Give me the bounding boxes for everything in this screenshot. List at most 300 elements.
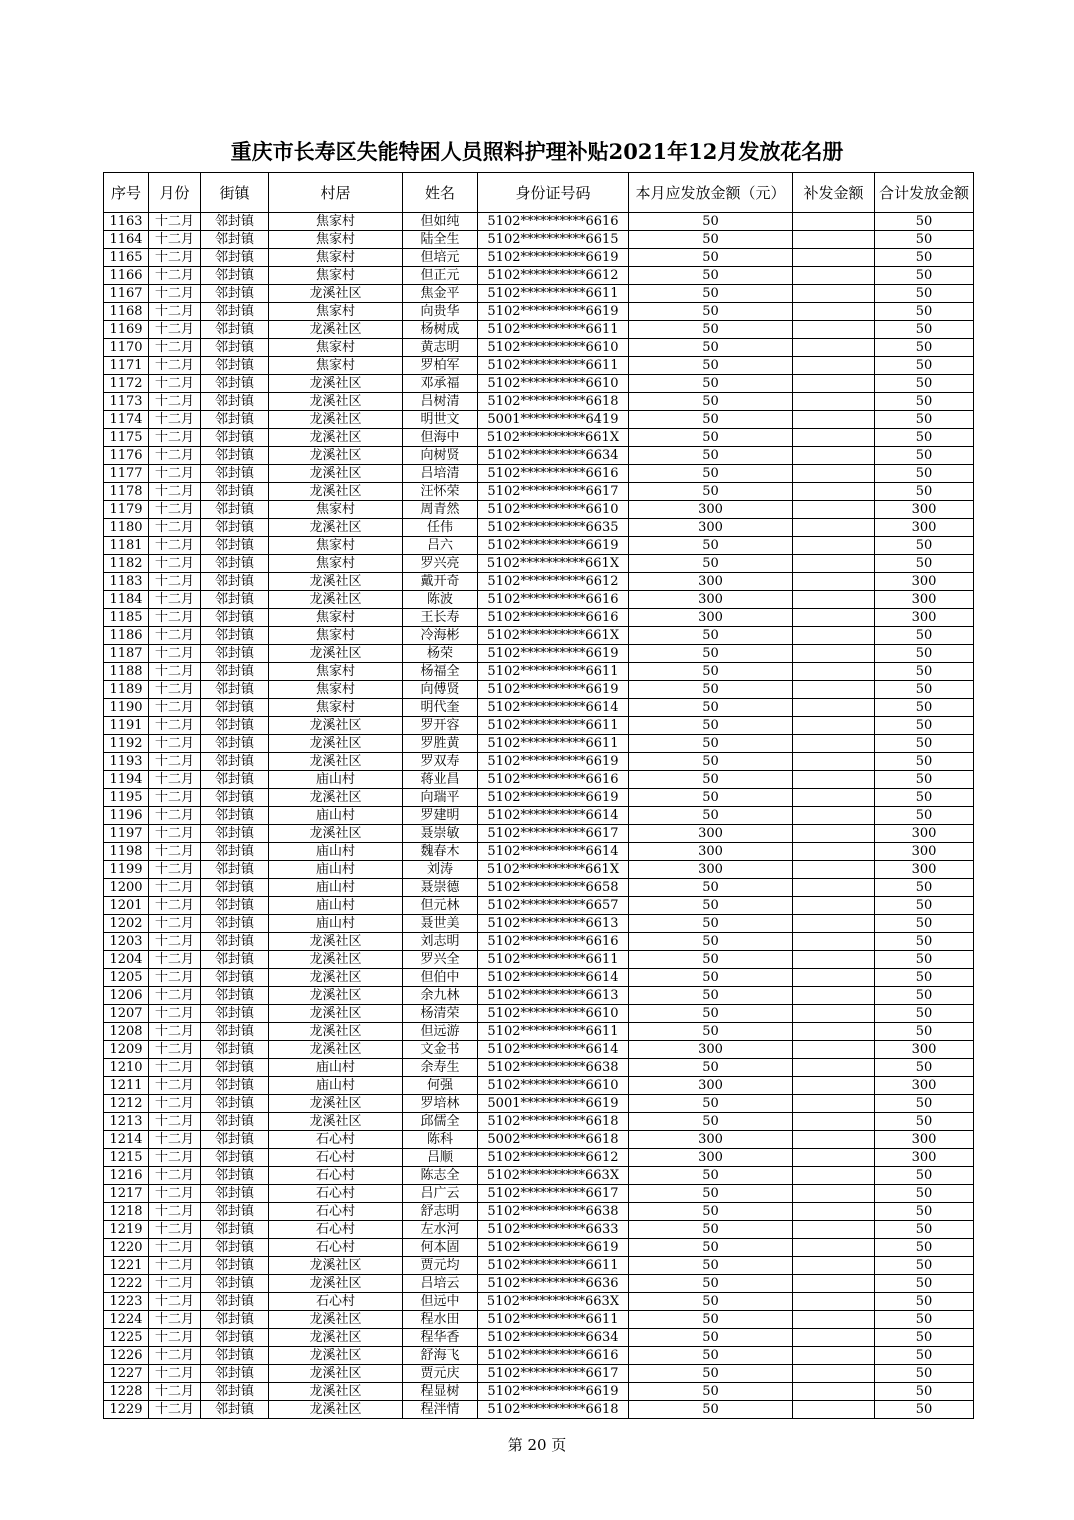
village-cell: 龙溪社区 — [269, 285, 403, 303]
name-cell: 周青然 — [403, 501, 478, 519]
name-cell: 任伟 — [403, 519, 478, 537]
month-cell: 十二月 — [149, 555, 201, 573]
village-cell: 焦家村 — [269, 555, 403, 573]
name-cell: 但伯中 — [403, 969, 478, 987]
monthly-amount-cell: 50 — [629, 1185, 793, 1203]
supplement-amount-cell — [793, 681, 875, 699]
month-cell: 十二月 — [149, 1365, 201, 1383]
table-body — [104, 213, 974, 1419]
town-cell: 邻封镇 — [201, 861, 269, 879]
supplement-amount-cell — [793, 699, 875, 717]
town-cell: 邻封镇 — [201, 357, 269, 375]
town-cell: 邻封镇 — [201, 483, 269, 501]
row-number-cell: 1192 — [104, 735, 149, 753]
monthly-amount-cell: 50 — [629, 1221, 793, 1239]
row-number-cell: 1208 — [104, 1023, 149, 1041]
village-cell: 龙溪社区 — [269, 591, 403, 609]
town-cell: 邻封镇 — [201, 1095, 269, 1113]
id-number-cell: 5102**********6610 — [478, 375, 629, 393]
id-number-cell: 5102**********6617 — [478, 1185, 629, 1203]
monthly-amount-cell: 50 — [629, 735, 793, 753]
village-cell: 龙溪社区 — [269, 1041, 403, 1059]
total-amount-cell: 50 — [875, 1167, 974, 1185]
month-cell: 十二月 — [149, 447, 201, 465]
id-number-cell: 5102**********6633 — [478, 1221, 629, 1239]
month-cell: 十二月 — [149, 1383, 201, 1401]
table-row — [104, 1203, 974, 1221]
village-cell: 龙溪社区 — [269, 969, 403, 987]
town-cell: 邻封镇 — [201, 1275, 269, 1293]
table-row — [104, 1185, 974, 1203]
village-cell: 龙溪社区 — [269, 951, 403, 969]
monthly-amount-cell: 300 — [629, 609, 793, 627]
town-cell: 邻封镇 — [201, 555, 269, 573]
total-amount-cell: 50 — [875, 249, 974, 267]
id-number-cell: 5102**********6616 — [478, 771, 629, 789]
monthly-amount-cell: 50 — [629, 249, 793, 267]
supplement-amount-cell — [793, 537, 875, 555]
id-number-cell: 5102**********6617 — [478, 483, 629, 501]
supplement-amount-cell — [793, 1221, 875, 1239]
month-cell: 十二月 — [149, 807, 201, 825]
table-row — [104, 1239, 974, 1257]
name-cell: 王长寿 — [403, 609, 478, 627]
village-cell: 龙溪社区 — [269, 1347, 403, 1365]
total-amount-cell: 50 — [875, 1005, 974, 1023]
table-row — [104, 861, 974, 879]
id-number-cell: 5102**********6616 — [478, 465, 629, 483]
town-cell: 邻封镇 — [201, 951, 269, 969]
village-cell: 石心村 — [269, 1149, 403, 1167]
name-cell: 杨荣 — [403, 645, 478, 663]
monthly-amount-cell: 50 — [629, 1275, 793, 1293]
town-cell: 邻封镇 — [201, 1329, 269, 1347]
row-number-cell: 1212 — [104, 1095, 149, 1113]
name-cell: 但远游 — [403, 1023, 478, 1041]
row-number-cell: 1214 — [104, 1131, 149, 1149]
month-cell: 十二月 — [149, 339, 201, 357]
name-cell: 何本固 — [403, 1239, 478, 1257]
supplement-amount-cell — [793, 915, 875, 933]
name-cell: 向瑞平 — [403, 789, 478, 807]
town-cell: 邻封镇 — [201, 843, 269, 861]
table-row — [104, 501, 974, 519]
row-number-cell: 1189 — [104, 681, 149, 699]
table-row — [104, 573, 974, 591]
village-cell: 焦家村 — [269, 627, 403, 645]
table-row — [104, 1221, 974, 1239]
monthly-amount-cell: 50 — [629, 789, 793, 807]
village-cell: 焦家村 — [269, 609, 403, 627]
month-cell: 十二月 — [149, 249, 201, 267]
month-cell: 十二月 — [149, 1059, 201, 1077]
village-cell: 龙溪社区 — [269, 1329, 403, 1347]
town-cell: 邻封镇 — [201, 1113, 269, 1131]
town-cell: 邻封镇 — [201, 897, 269, 915]
name-cell: 魏春木 — [403, 843, 478, 861]
town-cell: 邻封镇 — [201, 1401, 269, 1419]
supplement-amount-cell — [793, 771, 875, 789]
monthly-amount-cell: 50 — [629, 1383, 793, 1401]
row-number-cell: 1188 — [104, 663, 149, 681]
row-number-cell: 1185 — [104, 609, 149, 627]
total-amount-cell: 50 — [875, 1239, 974, 1257]
supplement-amount-cell — [793, 807, 875, 825]
name-cell: 聂崇敏 — [403, 825, 478, 843]
month-cell: 十二月 — [149, 1329, 201, 1347]
supplement-amount-cell — [793, 213, 875, 231]
town-cell: 邻封镇 — [201, 537, 269, 555]
town-cell: 邻封镇 — [201, 1059, 269, 1077]
name-cell: 舒志明 — [403, 1203, 478, 1221]
id-number-cell: 5102**********6613 — [478, 915, 629, 933]
monthly-amount-cell: 50 — [629, 1023, 793, 1041]
id-number-cell: 5102**********6611 — [478, 951, 629, 969]
supplement-amount-cell — [793, 447, 875, 465]
id-number-cell: 5102**********6616 — [478, 609, 629, 627]
month-cell: 十二月 — [149, 1293, 201, 1311]
total-amount-cell: 300 — [875, 1149, 974, 1167]
name-cell: 罗兴全 — [403, 951, 478, 969]
row-number-cell: 1211 — [104, 1077, 149, 1095]
supplement-amount-cell — [793, 591, 875, 609]
total-amount-cell: 50 — [875, 951, 974, 969]
monthly-amount-cell: 50 — [629, 681, 793, 699]
village-cell: 龙溪社区 — [269, 753, 403, 771]
table-row — [104, 1383, 974, 1401]
total-amount-cell: 50 — [875, 1311, 974, 1329]
total-amount-cell: 50 — [875, 1221, 974, 1239]
id-number-cell: 5102**********6619 — [478, 537, 629, 555]
name-cell: 吕培清 — [403, 465, 478, 483]
id-number-cell: 5102**********6614 — [478, 807, 629, 825]
id-number-cell: 5102**********6618 — [478, 1113, 629, 1131]
monthly-amount-cell: 50 — [629, 465, 793, 483]
village-cell: 石心村 — [269, 1131, 403, 1149]
monthly-amount-cell: 50 — [629, 321, 793, 339]
table-row — [104, 807, 974, 825]
village-cell: 龙溪社区 — [269, 1095, 403, 1113]
monthly-amount-cell: 50 — [629, 267, 793, 285]
supplement-amount-cell — [793, 1077, 875, 1095]
supplement-amount-cell — [793, 375, 875, 393]
table-row — [104, 321, 974, 339]
town-cell: 邻封镇 — [201, 1023, 269, 1041]
village-cell: 龙溪社区 — [269, 483, 403, 501]
total-amount-cell: 300 — [875, 1077, 974, 1095]
village-cell: 龙溪社区 — [269, 393, 403, 411]
month-cell: 十二月 — [149, 501, 201, 519]
table-row — [104, 357, 974, 375]
table-row — [104, 1167, 974, 1185]
table-row — [104, 1113, 974, 1131]
monthly-amount-cell: 50 — [629, 483, 793, 501]
town-cell: 邻封镇 — [201, 699, 269, 717]
monthly-amount-cell: 50 — [629, 717, 793, 735]
monthly-amount-cell: 50 — [629, 915, 793, 933]
village-cell: 龙溪社区 — [269, 519, 403, 537]
total-amount-cell: 300 — [875, 843, 974, 861]
supplement-amount-cell — [793, 753, 875, 771]
village-cell: 石心村 — [269, 1221, 403, 1239]
monthly-amount-cell: 50 — [629, 357, 793, 375]
table-row — [104, 735, 974, 753]
id-number-cell: 5102**********663X — [478, 1293, 629, 1311]
supplement-amount-cell — [793, 357, 875, 375]
column-header: 姓名 — [403, 173, 478, 213]
village-cell: 龙溪社区 — [269, 789, 403, 807]
town-cell: 邻封镇 — [201, 573, 269, 591]
id-number-cell: 5102**********6614 — [478, 843, 629, 861]
month-cell: 十二月 — [149, 519, 201, 537]
row-number-cell: 1194 — [104, 771, 149, 789]
id-number-cell: 5102**********6619 — [478, 249, 629, 267]
total-amount-cell: 50 — [875, 789, 974, 807]
row-number-cell: 1174 — [104, 411, 149, 429]
row-number-cell: 1229 — [104, 1401, 149, 1419]
id-number-cell: 5102**********6618 — [478, 393, 629, 411]
supplement-amount-cell — [793, 1365, 875, 1383]
month-cell: 十二月 — [149, 429, 201, 447]
month-cell: 十二月 — [149, 933, 201, 951]
row-number-cell: 1187 — [104, 645, 149, 663]
supplement-amount-cell — [793, 1059, 875, 1077]
total-amount-cell: 50 — [875, 1185, 974, 1203]
supplement-amount-cell — [793, 1149, 875, 1167]
name-cell: 邱儒全 — [403, 1113, 478, 1131]
row-number-cell: 1195 — [104, 789, 149, 807]
table-row — [104, 231, 974, 249]
monthly-amount-cell: 50 — [629, 879, 793, 897]
total-amount-cell: 300 — [875, 1041, 974, 1059]
id-number-cell: 5102**********6619 — [478, 753, 629, 771]
id-number-cell: 5102**********6611 — [478, 735, 629, 753]
name-cell: 何强 — [403, 1077, 478, 1095]
town-cell: 邻封镇 — [201, 1311, 269, 1329]
supplement-amount-cell — [793, 717, 875, 735]
row-number-cell: 1224 — [104, 1311, 149, 1329]
supplement-amount-cell — [793, 1293, 875, 1311]
monthly-amount-cell: 50 — [629, 771, 793, 789]
town-cell: 邻封镇 — [201, 231, 269, 249]
town-cell: 邻封镇 — [201, 645, 269, 663]
village-cell: 焦家村 — [269, 501, 403, 519]
town-cell: 邻封镇 — [201, 339, 269, 357]
table-row — [104, 393, 974, 411]
month-cell: 十二月 — [149, 1113, 201, 1131]
supplement-amount-cell — [793, 573, 875, 591]
total-amount-cell: 50 — [875, 429, 974, 447]
village-cell: 焦家村 — [269, 537, 403, 555]
table-row — [104, 951, 974, 969]
row-number-cell: 1166 — [104, 267, 149, 285]
supplement-amount-cell — [793, 429, 875, 447]
town-cell: 邻封镇 — [201, 1383, 269, 1401]
table-row — [104, 987, 974, 1005]
monthly-amount-cell: 50 — [629, 1239, 793, 1257]
monthly-amount-cell: 300 — [629, 861, 793, 879]
supplement-amount-cell — [793, 285, 875, 303]
village-cell: 焦家村 — [269, 357, 403, 375]
total-amount-cell: 50 — [875, 807, 974, 825]
month-cell: 十二月 — [149, 1221, 201, 1239]
column-header: 村居 — [269, 173, 403, 213]
row-number-cell: 1209 — [104, 1041, 149, 1059]
total-amount-cell: 50 — [875, 267, 974, 285]
village-cell: 龙溪社区 — [269, 1023, 403, 1041]
village-cell: 龙溪社区 — [269, 375, 403, 393]
name-cell: 杨福全 — [403, 663, 478, 681]
row-number-cell: 1216 — [104, 1167, 149, 1185]
row-number-cell: 1199 — [104, 861, 149, 879]
total-amount-cell: 50 — [875, 933, 974, 951]
id-number-cell: 5102**********6611 — [478, 321, 629, 339]
supplement-amount-cell — [793, 1311, 875, 1329]
table-row — [104, 1329, 974, 1347]
monthly-amount-cell: 300 — [629, 519, 793, 537]
name-cell: 罗胜黄 — [403, 735, 478, 753]
village-cell: 龙溪社区 — [269, 447, 403, 465]
id-number-cell: 5102**********6614 — [478, 1041, 629, 1059]
month-cell: 十二月 — [149, 1131, 201, 1149]
month-cell: 十二月 — [149, 1311, 201, 1329]
total-amount-cell: 50 — [875, 771, 974, 789]
row-number-cell: 1178 — [104, 483, 149, 501]
id-number-cell: 5102**********6612 — [478, 1149, 629, 1167]
row-number-cell: 1186 — [104, 627, 149, 645]
table-row — [104, 1257, 974, 1275]
row-number-cell: 1171 — [104, 357, 149, 375]
supplement-amount-cell — [793, 303, 875, 321]
supplement-amount-cell — [793, 735, 875, 753]
total-amount-cell: 50 — [875, 1293, 974, 1311]
village-cell: 龙溪社区 — [269, 1113, 403, 1131]
total-amount-cell: 50 — [875, 213, 974, 231]
month-cell: 十二月 — [149, 465, 201, 483]
supplement-amount-cell — [793, 843, 875, 861]
row-number-cell: 1163 — [104, 213, 149, 231]
town-cell: 邻封镇 — [201, 1005, 269, 1023]
town-cell: 邻封镇 — [201, 1365, 269, 1383]
month-cell: 十二月 — [149, 735, 201, 753]
table-row — [104, 285, 974, 303]
total-amount-cell: 50 — [875, 231, 974, 249]
table-row — [104, 1131, 974, 1149]
table-row — [104, 339, 974, 357]
village-cell: 龙溪社区 — [269, 1383, 403, 1401]
name-cell: 聂世美 — [403, 915, 478, 933]
id-number-cell: 5102**********661X — [478, 555, 629, 573]
id-number-cell: 5102**********6619 — [478, 789, 629, 807]
village-cell: 庙山村 — [269, 861, 403, 879]
row-number-cell: 1206 — [104, 987, 149, 1005]
village-cell: 焦家村 — [269, 303, 403, 321]
total-amount-cell: 50 — [875, 1095, 974, 1113]
village-cell: 龙溪社区 — [269, 429, 403, 447]
monthly-amount-cell: 50 — [629, 987, 793, 1005]
row-number-cell: 1179 — [104, 501, 149, 519]
monthly-amount-cell: 300 — [629, 843, 793, 861]
village-cell: 焦家村 — [269, 339, 403, 357]
row-number-cell: 1215 — [104, 1149, 149, 1167]
monthly-amount-cell: 50 — [629, 1257, 793, 1275]
name-cell: 余寿生 — [403, 1059, 478, 1077]
name-cell: 吕培云 — [403, 1275, 478, 1293]
total-amount-cell: 50 — [875, 1059, 974, 1077]
town-cell: 邻封镇 — [201, 1149, 269, 1167]
table-row — [104, 1059, 974, 1077]
total-amount-cell: 50 — [875, 285, 974, 303]
town-cell: 邻封镇 — [201, 915, 269, 933]
supplement-amount-cell — [793, 519, 875, 537]
id-number-cell: 5102**********661X — [478, 861, 629, 879]
month-cell: 十二月 — [149, 789, 201, 807]
table-row — [104, 915, 974, 933]
row-number-cell: 1191 — [104, 717, 149, 735]
supplement-amount-cell — [793, 627, 875, 645]
name-cell: 舒海飞 — [403, 1347, 478, 1365]
town-cell: 邻封镇 — [201, 411, 269, 429]
town-cell: 邻封镇 — [201, 1257, 269, 1275]
name-cell: 陈科 — [403, 1131, 478, 1149]
town-cell: 邻封镇 — [201, 807, 269, 825]
name-cell: 吕顺 — [403, 1149, 478, 1167]
monthly-amount-cell: 50 — [629, 627, 793, 645]
table-row — [104, 213, 974, 231]
total-amount-cell: 300 — [875, 501, 974, 519]
table-row — [104, 1311, 974, 1329]
id-number-cell: 5102**********6610 — [478, 1077, 629, 1095]
name-cell: 文金书 — [403, 1041, 478, 1059]
table-row — [104, 753, 974, 771]
row-number-cell: 1213 — [104, 1113, 149, 1131]
id-number-cell: 5102**********6612 — [478, 267, 629, 285]
monthly-amount-cell: 300 — [629, 1131, 793, 1149]
table-row — [104, 645, 974, 663]
supplement-amount-cell — [793, 969, 875, 987]
name-cell: 陆全生 — [403, 231, 478, 249]
monthly-amount-cell: 50 — [629, 1203, 793, 1221]
name-cell: 但如纯 — [403, 213, 478, 231]
table-row — [104, 1095, 974, 1113]
total-amount-cell: 50 — [875, 969, 974, 987]
monthly-amount-cell: 50 — [629, 213, 793, 231]
town-cell: 邻封镇 — [201, 1077, 269, 1095]
table-row — [104, 447, 974, 465]
supplement-amount-cell — [793, 1275, 875, 1293]
page-title: 重庆市长寿区失能特困人员照料护理补贴2021年12月发放花名册 — [230, 139, 844, 164]
monthly-amount-cell: 50 — [629, 303, 793, 321]
monthly-amount-cell: 50 — [629, 753, 793, 771]
row-number-cell: 1184 — [104, 591, 149, 609]
month-cell: 十二月 — [149, 843, 201, 861]
month-cell: 十二月 — [149, 537, 201, 555]
id-number-cell: 5102**********6616 — [478, 591, 629, 609]
name-cell: 杨树成 — [403, 321, 478, 339]
table-row — [104, 663, 974, 681]
total-amount-cell: 50 — [875, 357, 974, 375]
table-row — [104, 825, 974, 843]
id-number-cell: 5102**********6610 — [478, 501, 629, 519]
name-cell: 程显树 — [403, 1383, 478, 1401]
table-row — [104, 843, 974, 861]
supplement-amount-cell — [793, 1041, 875, 1059]
supplement-amount-cell — [793, 861, 875, 879]
name-cell: 黄志明 — [403, 339, 478, 357]
column-header: 序号 — [104, 173, 149, 213]
total-amount-cell: 50 — [875, 1023, 974, 1041]
monthly-amount-cell: 50 — [629, 1347, 793, 1365]
